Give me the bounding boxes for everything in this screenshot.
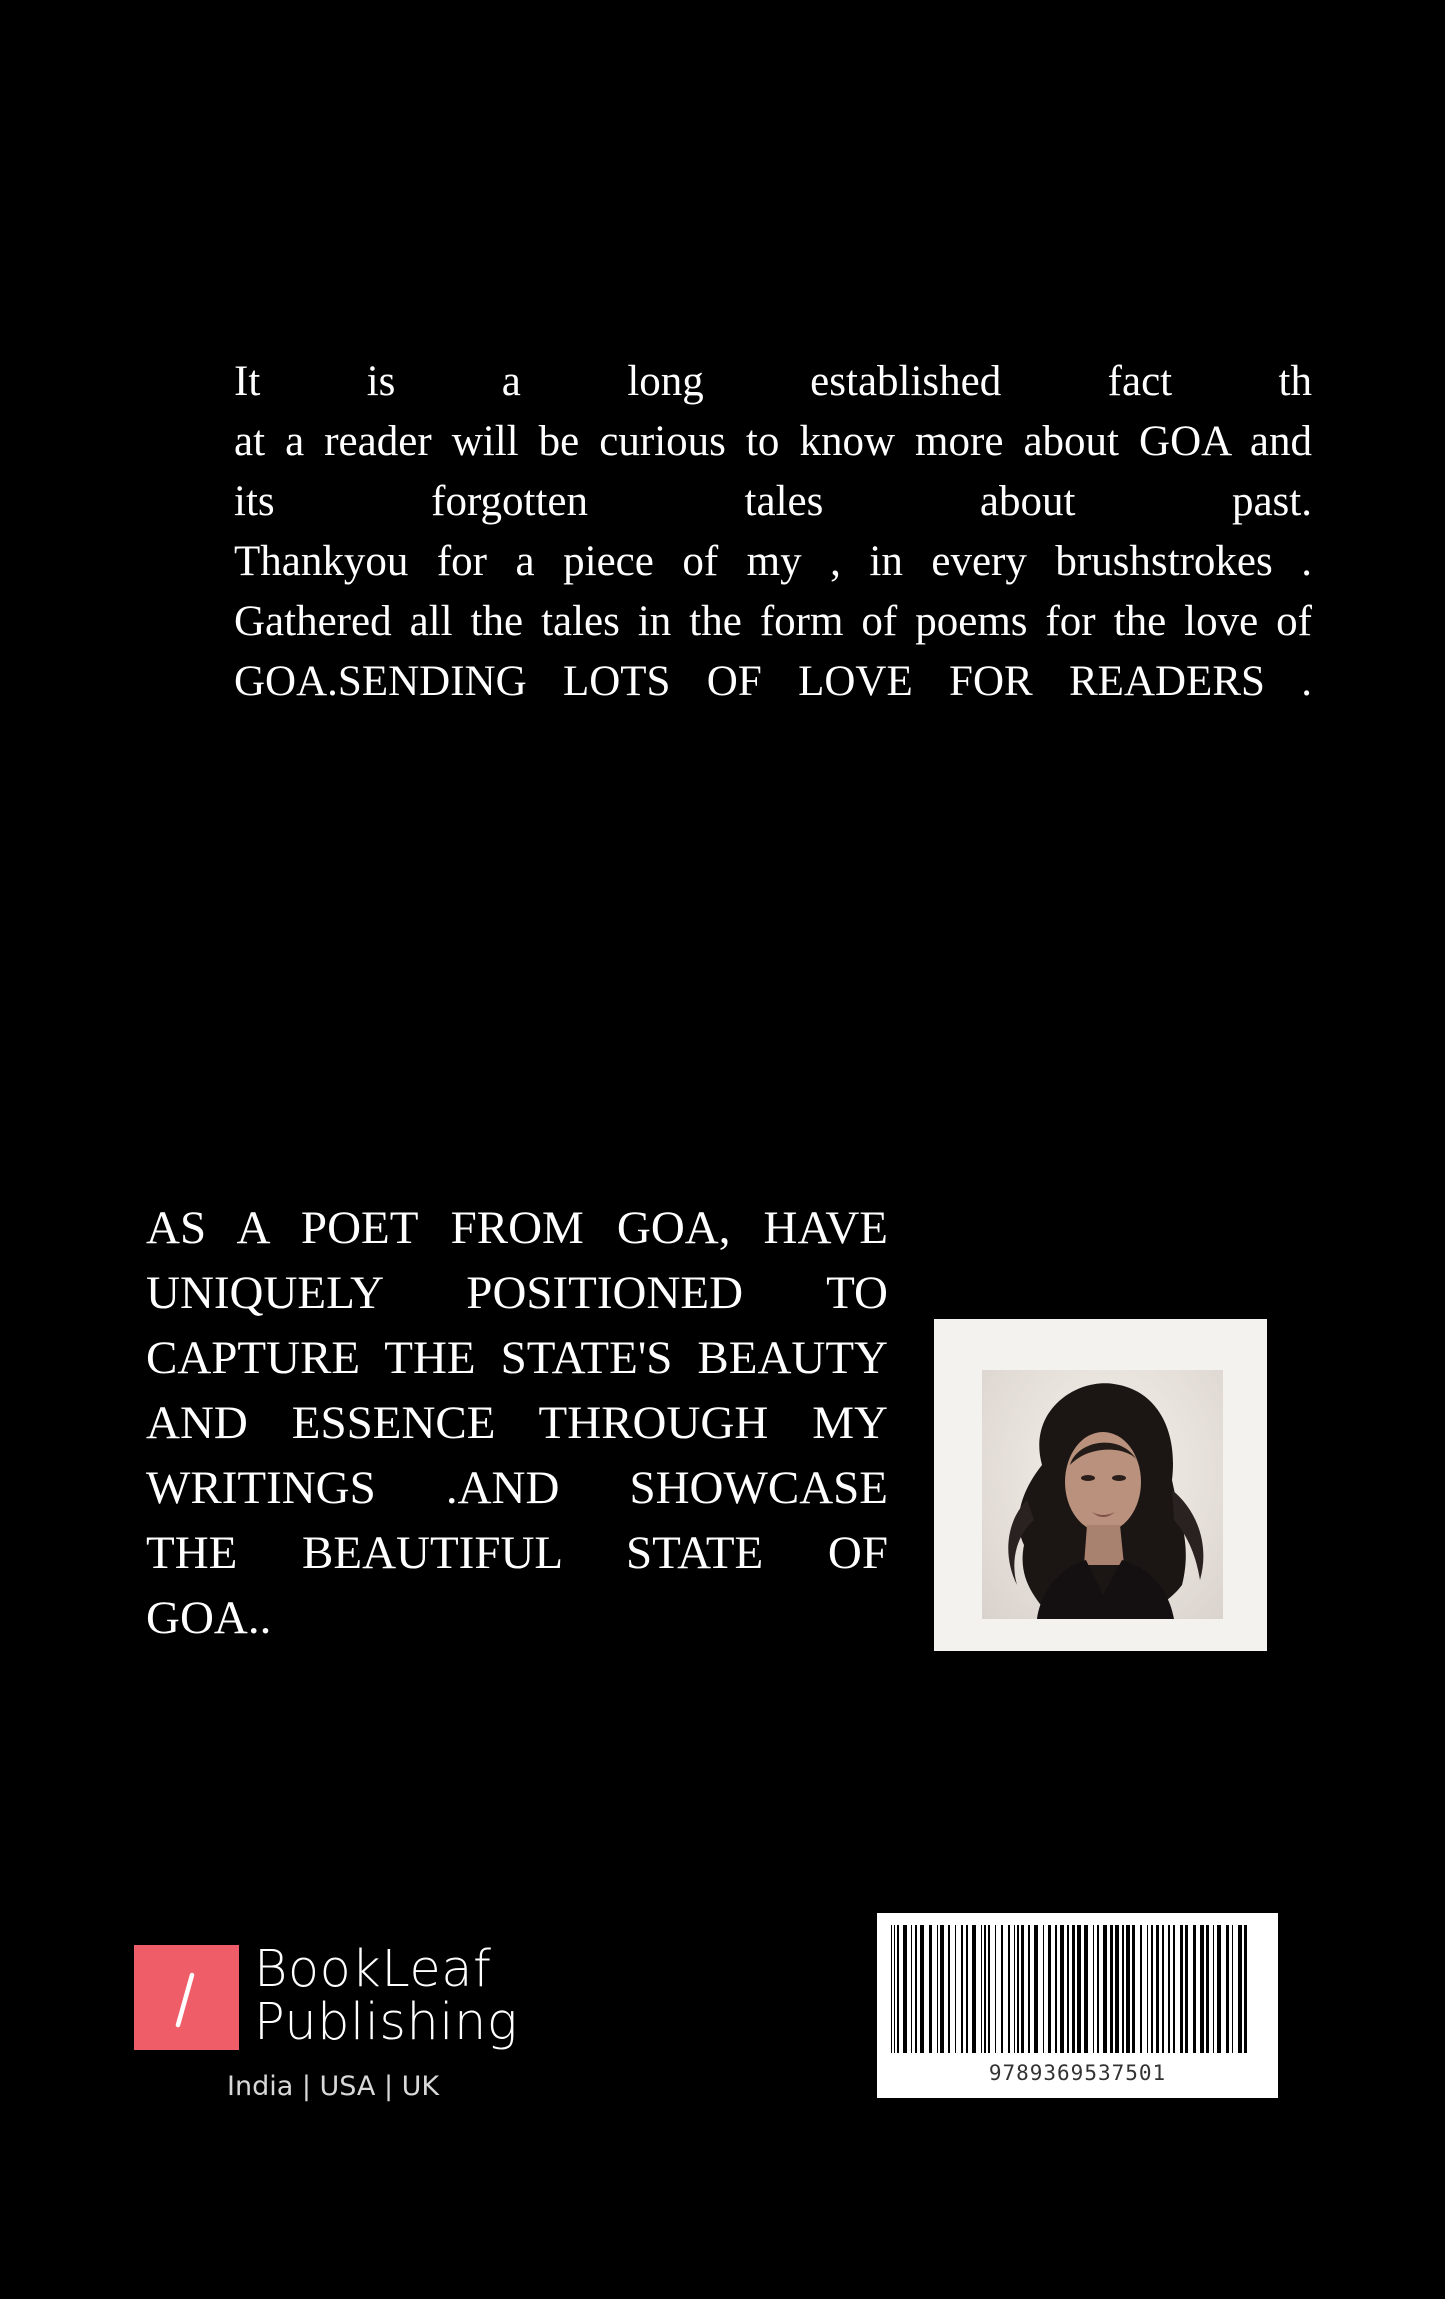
barcode-bar [1001,1925,1003,2053]
author-portrait-icon [982,1370,1223,1619]
barcode-bar [903,1925,907,2053]
blurb-line: at a reader will be curious to know more about GOA and [234,418,1312,465]
barcode-bar [1048,1925,1051,2053]
back-cover-blurb [234,352,1312,712]
bio-line: CAPTURE THE STATE'S BEAUTY [146,1332,888,1384]
barcode-bar [915,1925,917,2053]
barcode-bar [1055,1925,1057,2053]
barcode-bar [955,1925,956,2053]
isbn-barcode [877,1913,1278,2098]
barcode-bars [877,1913,1278,2063]
barcode-bar [1217,1925,1221,2053]
blurb-line: Gathered all the tales in the form of poems for the love of [234,598,1312,645]
barcode-bar [966,1925,968,2053]
barcode-bar [972,1925,976,2053]
barcode-bar [995,1925,996,2053]
barcode-bar [1093,1925,1094,2053]
barcode-bar [988,1925,990,2053]
barcode-bar [1126,1925,1130,2053]
barcode-bar [1226,1925,1229,2053]
publisher-logo [134,1940,554,2105]
barcode-bar [891,1925,892,2053]
barcode-bar [1193,1925,1196,2053]
barcode-bar [1067,1925,1069,2053]
barcode-bar [1014,1925,1015,2053]
bio-line: THE BEAUTIFUL STATE OF [146,1527,888,1579]
barcode-bar [1084,1925,1088,2053]
barcode-bar [1110,1925,1113,2053]
barcode-bar [1147,1925,1148,2053]
barcode-bar [1008,1925,1010,2053]
bio-line: AND ESSENCE THROUGH MY [146,1397,888,1449]
bio-line: WRITINGS .AND SHOWCASE [146,1462,888,1514]
barcode-bar [1180,1925,1183,2053]
barcode-bar [940,1925,944,2053]
barcode-bar [984,1925,986,2053]
publisher-name-line2: Publishing [254,1993,518,2052]
slash-square-icon [134,1945,239,2050]
barcode-bar [1122,1925,1124,2053]
barcode-bar [929,1925,932,2053]
bio-line: AS A POET FROM GOA, HAVE [146,1202,888,1254]
barcode-bar [1140,1925,1142,2053]
barcode-bar [1162,1925,1164,2053]
barcode-bar [1213,1925,1214,2053]
barcode-bar [1244,1925,1247,2053]
publisher-regions: India | USA | UK [227,2071,440,2102]
barcode-bar [1173,1925,1175,2053]
barcode-bar [961,1925,963,2053]
barcode-bar [1043,1925,1044,2053]
barcode-bar [1115,1925,1119,2053]
barcode-bar [1072,1925,1075,2053]
barcode-bar [1060,1925,1064,2053]
bio-line: UNIQUELY POSITIONED TO [146,1267,888,1319]
barcode-bar [1156,1925,1159,2053]
barcode-bar [1028,1925,1030,2053]
blurb-line: It is a long established fact th [234,358,1312,405]
isbn-number: 9789369537501 [988,2061,1167,2085]
barcode-bar [1077,1925,1081,2053]
barcode-bar [1206,1925,1209,2053]
barcode-bar [1200,1925,1204,2053]
barcode-bar [1168,1925,1170,2053]
barcode-bar [1185,1925,1188,2053]
barcode-bar [1021,1925,1024,2053]
blurb-line: GOA.SENDING LOTS OF LOVE FOR READERS . [234,658,1312,705]
barcode-bar [1132,1925,1135,2053]
blurb-line: Thankyou for a piece of my , in every brushstrokes . [234,538,1312,585]
blurb-line: its forgotten tales about past. [234,478,1312,525]
barcode-bar [911,1925,912,2053]
author-bio [146,1196,888,1651]
barcode-bar [1034,1925,1038,2053]
barcode-bar [1103,1925,1107,2053]
barcode-bar [894,1925,895,2053]
bio-line: GOA.. [146,1592,272,1644]
barcode-bar [920,1925,924,2053]
publisher-name-line1: BookLeaf [254,1940,492,1999]
barcode-bar [897,1925,899,2053]
barcode-bar [948,1925,950,2053]
barcode-bar [1238,1925,1242,2053]
barcode-bar [1151,1925,1153,2053]
barcode-bar [1017,1925,1019,2053]
barcode-bar [981,1925,982,2053]
barcode-bar [1232,1925,1233,2053]
barcode-bar [1097,1925,1099,2053]
author-portrait-image [982,1370,1223,1619]
barcode-bar [937,1925,938,2053]
author-photo [934,1319,1267,1651]
